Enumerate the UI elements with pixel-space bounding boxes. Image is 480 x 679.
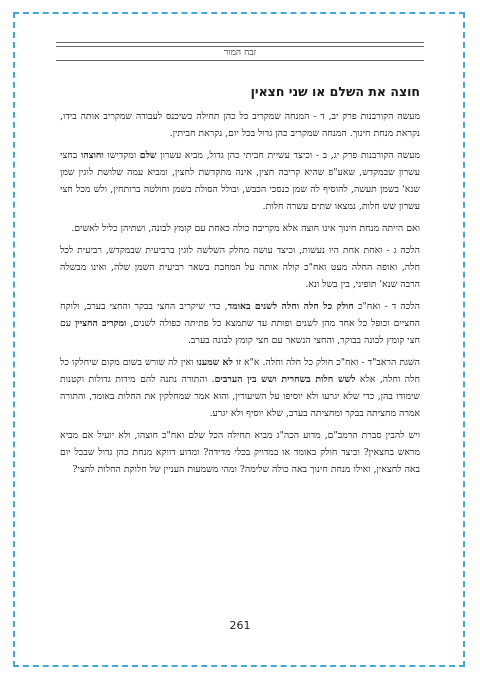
paragraph-7 <box>60 427 420 478</box>
running-header <box>56 42 424 66</box>
text-run: עם חצי קומץ לבונה בבוקר, והחצי הנשאר עם חצי קומץ לבונה בערב. <box>60 318 420 346</box>
text-run: מעשה הקורבנות פרק יג, ב - וכיצד עשיית חביתי כהן גדול, מביא עשרון <box>156 150 420 161</box>
text-run: בחצי עשרון שבמקדש, שאע"פ שהיא קריבה חצין, אינה מתקדשת לחצין, ומביא עמה שלושת לוגין שמן שנא' בשמן תעשה, להוסיף לה שמן כנסכי הכבש, ובולל הסולת בשמן וחולטה ברותחין, ולש מכל חצי עשרון שש חלות, נמצאו שתים עשרה חלות. <box>60 150 420 212</box>
text-run: מעשה הקורבנות פרק יב, ד - המנחה שמקריב כל כהן תחילה כשיכנס לעבודה שמקריב אותה בידו, נקראת מנחת חינוך. המנחה שמקריב כהן גדול בכל יום, נקראת חביתין. <box>60 111 420 139</box>
text-run: הלכה ד - ואח"כ <box>353 301 420 312</box>
paragraph-6 <box>60 354 420 422</box>
bold-run: זו לא שמענו <box>196 357 242 368</box>
text-run: ויש להבין סברת הרמב"ם, מדוע הכה"ג מביא תחילה הכל שלם ואח"כ חוצהו, ולא יועיל אם מביא מראש בחצאין? וכיצד חולק באומד או במדויק בכלי מדידה? ומדוע דווקא מנחת כהן גדול שבכל יום באה לחצאין, ואילו מנחת חינוך באה כולה שלימה? ומהי משמעות העניין של חלוקת החלות לחצי? <box>60 430 420 475</box>
bold-run: לשש חלות בשחרית ושש בין הערבים <box>214 374 356 385</box>
running-head-text: זבח המור <box>223 48 257 58</box>
text-run: השגת הראב"ד - ואח"כ חולק כל חלה וחלה. א"א <box>241 357 420 368</box>
text-run: . והתורה נתנה להם מידות גדולות וקטנות שימודו בהן, כדי שלא יגרעו ולא יוסיפו על השיעורין, והוא אמר שמחלקין את החלות באומד, והתורה אמרה מחציתה בבקר ומחציתה בערב, שלא יוסיף ולא יגרע. <box>60 374 420 419</box>
text-run: , כדי שיקריב החצי בבקר והחצי בערב, ולוקח החציים וכופל כל אחד מהן לשנים ופותת עד שתמצא כל פתיתה כפולה לשנים, <box>60 301 420 329</box>
paragraph-5 <box>60 298 420 349</box>
text-run: הלכה ג - ואחת אחת היו נעשות, וכיצד עושה מחלק השלשה לוגין ברביעית שבמקדש, רביעית לכל חלה, ואופה החלה מעט ואח"כ קולה אותה על המחבת בשאר רביעית השמן שלה, ואינו מבשלה הרבה שנא' תופיני, בין בשל ונא. <box>60 245 420 290</box>
page-content <box>60 74 420 483</box>
header-bottom-rule <box>56 60 424 61</box>
bold-run: וחוצהו <box>80 150 104 161</box>
paragraph-2 <box>60 147 420 215</box>
page-number: 261 <box>229 619 251 632</box>
paragraph-1 <box>60 108 420 142</box>
text-run: ואם הייתה מנחת חינוך אינו חוצה אלא מקריבה כולה כאחת עם קומץ לבונה, ושתיהן כליל לאשים. <box>71 223 420 234</box>
body-text <box>60 108 420 478</box>
bold-run: ומקריב החציין <box>74 318 127 329</box>
text-run: ואין לה שורש בשום מקום שיחלקו כל חלה וחלה, אלא <box>60 357 420 385</box>
paragraph-3 <box>60 220 420 237</box>
bold-run: שלם <box>139 150 157 161</box>
paragraph-4 <box>60 242 420 293</box>
bold-run: חולק כל חלה וחלה לשנים באומד <box>227 301 354 312</box>
section-title: חוצה את השלם או שני חצאין <box>250 84 420 99</box>
text-run: ומקדישו <box>103 150 140 161</box>
